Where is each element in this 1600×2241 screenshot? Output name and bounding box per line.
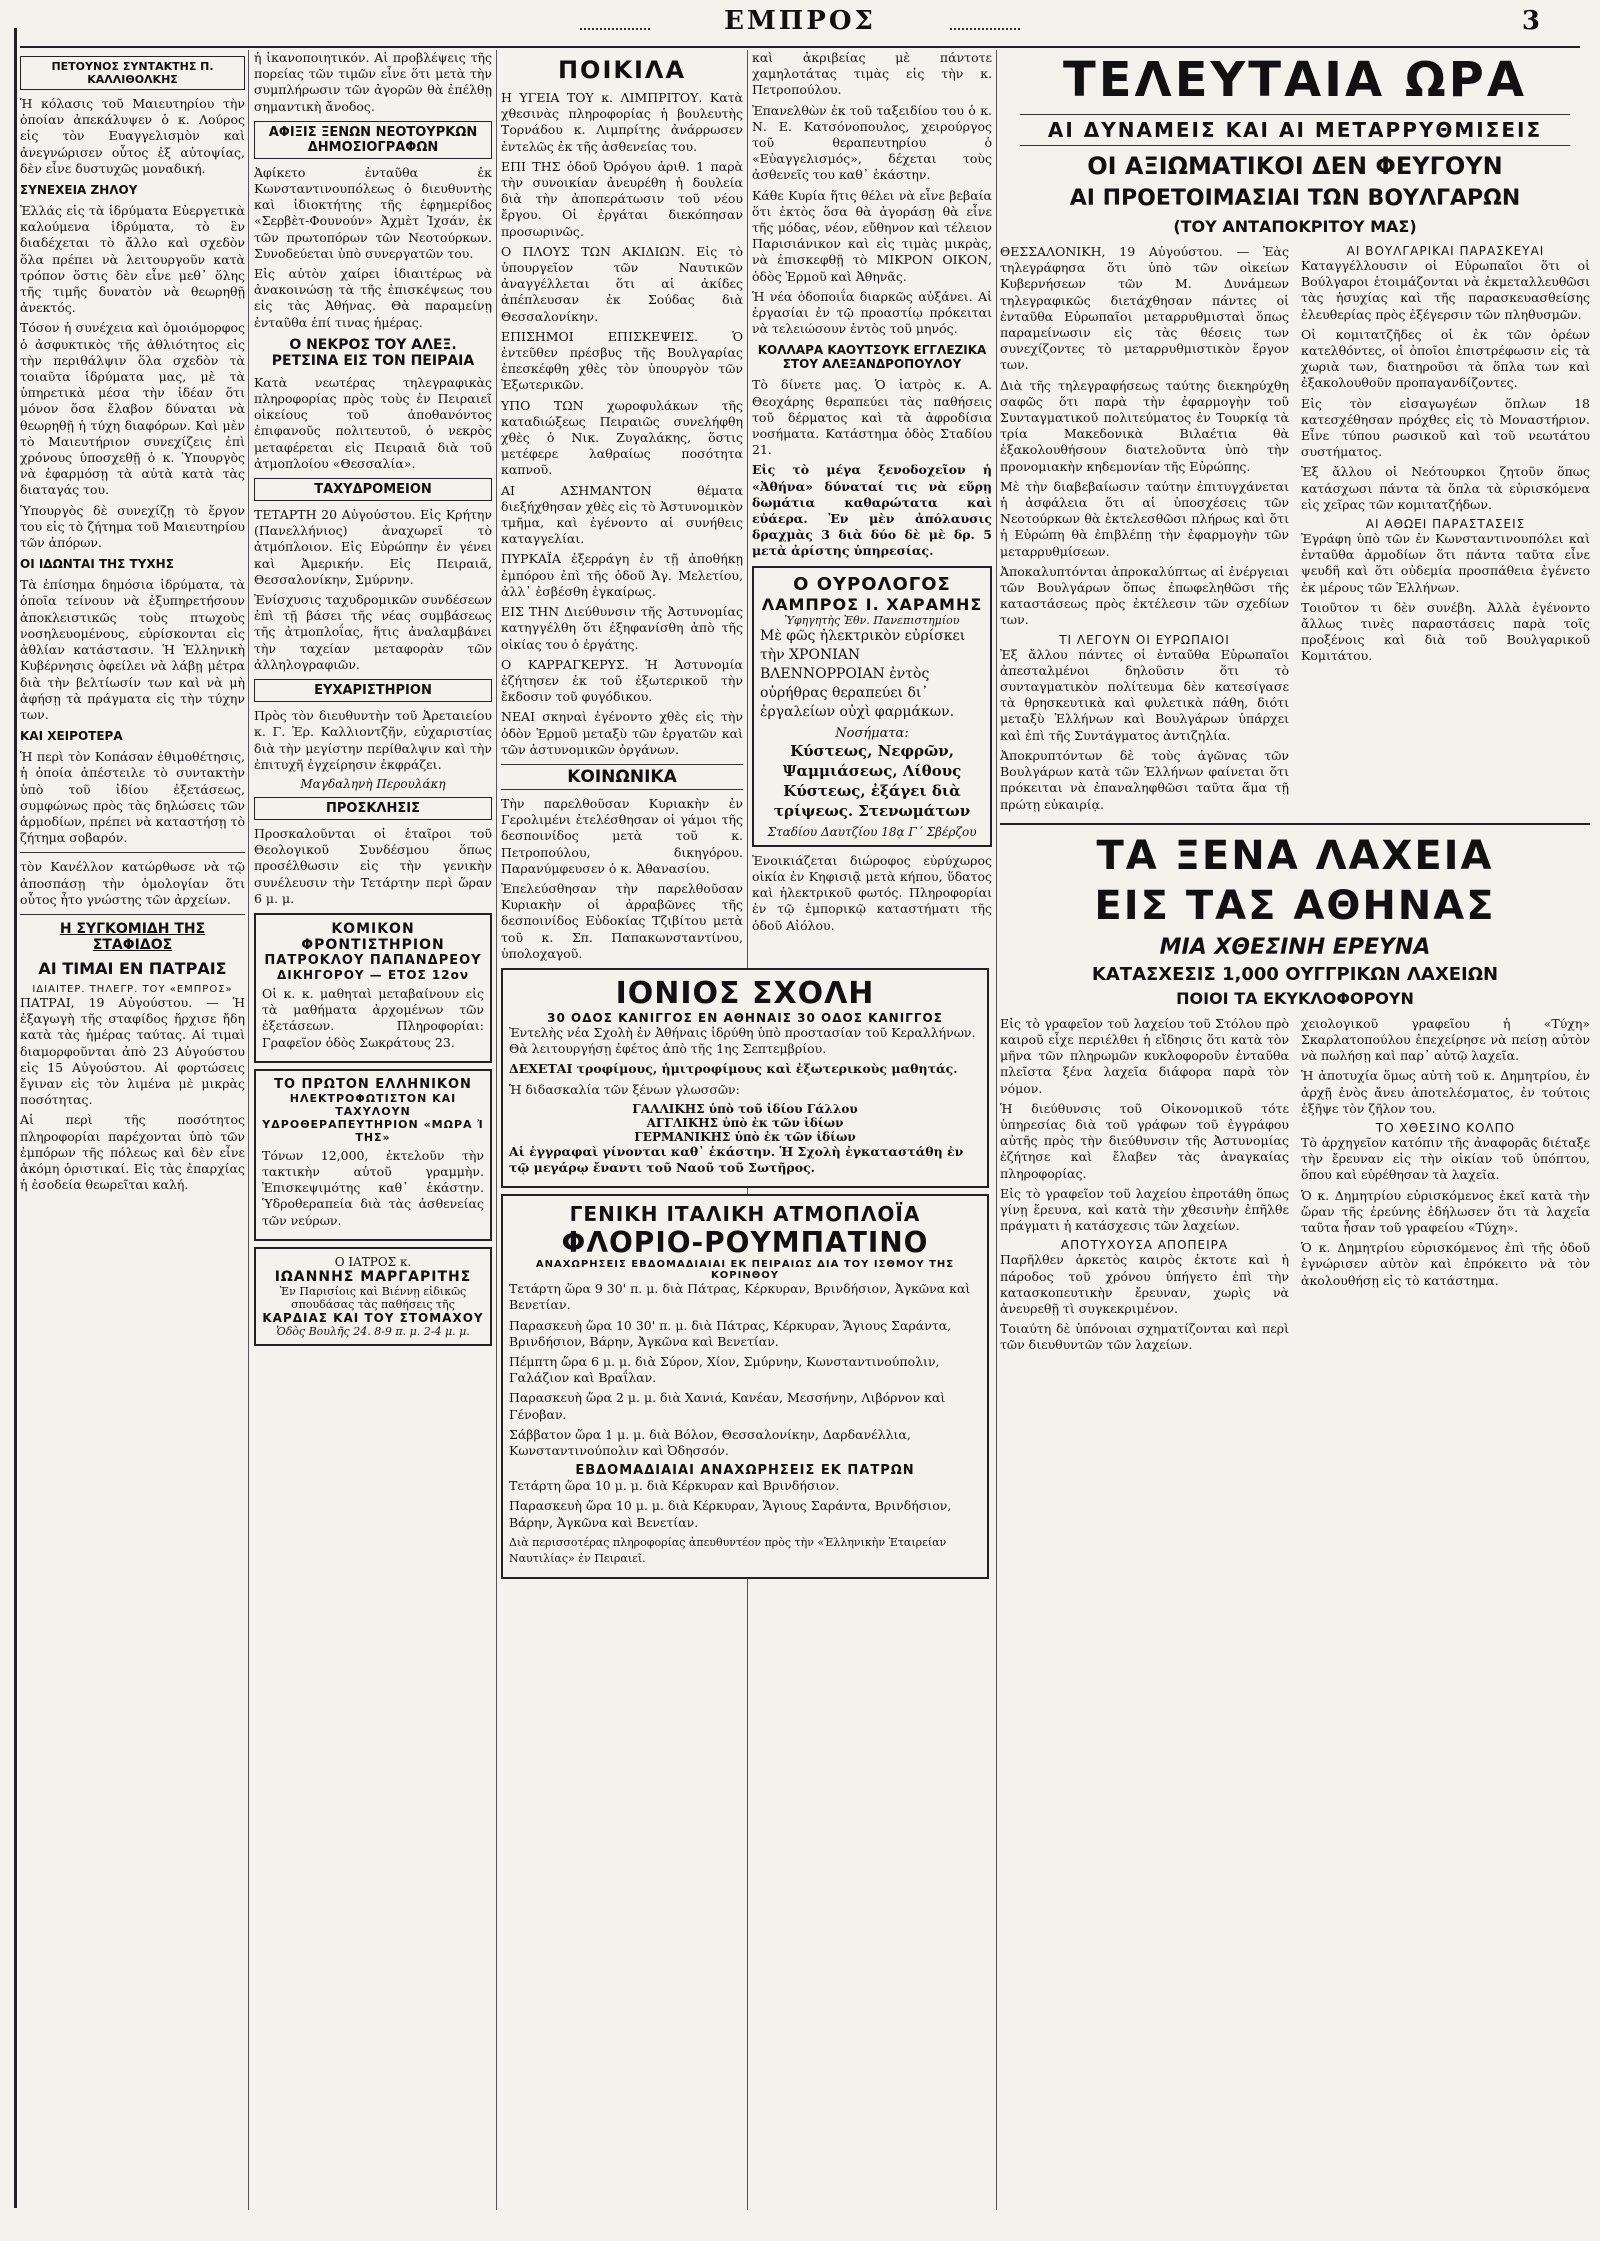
article-heading: Η ΣΥΓΚΟΜΙΔΗ ΤΗΣ ΣΤΑΦΙΔΟΣ [59,920,206,953]
column-2 [254,50,492,2210]
article-text: Ἐνίσχυσις ταχυδρομικῶν συνδέσεων ἐπὶ τῇ βάσει τῆς νέας συμβάσεως τῆς ἀτμοπλοΐας, ἥτις ἀναλαμβάνει τὴν ταχείαν μεταφορὰν τῶν ἀλληλογραφιῶν. [254,592,492,672]
article-text: Εἰς τὸν εἰσαγωγέων ὅπλων 18 κατεσχέθησαν πρόχθες εἰς τὸ Μοναστήριον. Εἶνε τύπου ρωσικοῦ καὶ τοῦ νεωτάτου συστήματος. [1301,395,1590,460]
article-deck: ΠΟΙΟΙ ΤΑ ΕΚΥΚΛΟΦΟΡΟΥΝ [1176,988,1414,1008]
ad-name: ΠΑΤΡΟΚΛΟΥ ΠΑΠΑΝΔΡΕΟΥ [264,952,482,968]
article-heading: ΑΦΙΞΙΣ ΞΕΝΩΝ ΝΕΟΤΟΥΡΚΩΝ ΔΗΜΟΣΙΟΓΡΑΦΩΝ [254,121,492,159]
advertisement [752,566,992,847]
subheading: ΑΙ ΑΘΩΕΙ ΠΑΡΑΣΤΑΣΕΙΣ [1365,517,1526,532]
article-text: Ἐγράφη ὑπὸ τῶν ἐν Κωνσταντινουπόλει καὶ ἐνταῦθα ἀρμοδίων ὅτι πάντα ταῦτα εἶνε ψευδῆ καὶ ὅτι οὐδεμία προσπάθεια ἐγένετο ἐκ μέρους τῶν Ἑλλήνων. [1301,531,1590,595]
ad-route: Πέμπτη ὥρα 6 μ. μ. διὰ Σύρον, Χίον, Σμύρνην, Κωνσταντινούπολιν, Γαλάζιον καὶ Βραΐλαν. [509,1353,940,1386]
ad-route: Τετάρτη ὥρα 9 30' π. μ. διὰ Πάτρας, Κέρκυραν, Βρινδήσιον, Ἀγκῶνα καὶ Βενετίαν. [509,1281,971,1313]
ad-route: Σάββατον ὥρα 1 μ. μ. διὰ Βόλον, Θεσσαλονίκην, Δαρδανέλλια, Κωνσταντινούπολιν καὶ Ὀδησσόν. [509,1426,911,1458]
article-text: Προσκαλοῦνται οἱ ἑταῖροι τοῦ Θεολογικοῦ Συνδέσμου ὅπως προσέλθωσιν εἰς τὴν γενικὴν συνέλευσιν τὴν Τετάρτην περὶ ὥραν 6 μ. μ. [254,825,492,906]
article-text: Ὁ κ. Δημητρίου εὐρισκόμενος ἐκεῖ κατὰ τὴν ὥραν τῆς ἐρεύνης ἐδήλωσεν ὅτι τὰ λαχεῖα ταῦτα ἦσαν τοῦ γραφείου «Τύχη». [1301,1187,1590,1235]
ad-text: Ἡ διδασκαλία τῶν ξένων γλωσσῶν: [509,1081,740,1097]
news-item: Ἐπελεύσθησαν τὴν παρελθοῦσαν Κυριακὴν οἱ ἀρραβῶνες τῆς δεσποινίδος Εὐδοκίας Τζιβίτου μετὰ τοῦ κ. Σπ. Παπακωνσταντίνου, ὑπολοχαγοῦ. [501,880,743,961]
article-deck: ΜΙΑ ΧΘΕΣΙΝΗ ΕΡΕΥΝΑ [1159,934,1431,960]
separator [20,852,245,853]
subheading: ΚΟΛΛΑΡΑ ΚΑΟΥΤΣΟΥΚ ΕΓΓΛΕΖΙΚΑ ΣΤΟΥ ΑΛΕΞΑΝΔΡΟΠΟΥΛΟΥ [757,343,987,372]
page-headline: ΤΕΛΕΥΤΑΙΑ ΩΡΑ [1063,52,1527,108]
column-divider [996,50,997,2210]
article-text: Παρῆλθεν ἀρκετὸς καιρὸς ἐκτοτε καὶ ἡ πάροδος τοῦ χρόνου ὑπήγετο ἐπὶ τὴν κατασκοπευτικὴν ἔρευναν, χωρὶς νὰ ἀνευρεθῇ τὶ συγκεκριμένον. [1000,1252,1289,1316]
signature: Μαγδαληνὴ Περουλάκη [300,776,446,791]
article-text: Κατὰ νεωτέρας τηλεγραφικὰς πληροφορίας πρὸς τοὺς ἐν Πειραιεῖ οἰκείους τοῦ ἀποθανόντος ἐπιφανοῦς πολιτευτοῦ, ὁ νεκρὸς μεταφέρεται εἰς Πειραιᾶ διὰ τοῦ ἀτμοπλοίου «Θεσσαλία». [254,374,492,471]
ad-company: ΦΛΟΡΙΟ-ΡΟΥΜΠΑΤΙΝΟ [561,1226,929,1260]
section-heading: ΠΟΙΚΙΛΑ [557,56,687,84]
subheading: ΚΑΙ ΧΕΙΡΟΤΕΡΑ [20,729,123,744]
news-item: ΝΕΑΙ σκηναὶ ἐγένοντο χθὲς εἰς τὴν ὁδὸν Ἑρμοῦ μεταξὺ τῶν ἐργατῶν καὶ τῶν ἀστυνομικῶν ὀργάνων. [501,709,743,757]
ad-title: Ο ΟΥΡΟΛΟΓΟΣ [793,573,951,595]
column-divider [496,50,497,2210]
article-text: τὸν Κανέλλον κατώρθωσε νὰ τῷ ἀποσπάσῃ τὴν ὁμολογίαν ὅτι οὗτος ἦτο γνώστης τῶν ἀρχείων. [20,859,245,907]
column-divider [248,50,249,2210]
ad-list-item: ΑΓΓΛΙΚΗΣ ὑπὸ ἐκ τῶν ἰδίων [646,1115,844,1130]
ad-title: Ο ΙΑΤΡΟΣ κ. [334,1254,412,1269]
news-item: Κάθε Κυρία ἥτις θέλει νὰ εἶνε βεβαία ὅτι ἐκτὸς ὅσα θὰ ἀγοράσῃ θὰ εἶνε τῆς μόδας, νέον, εὔθηνον καὶ τέλειον Παρισιάνικον καὶ εἰς τιμὰς μικρὰς, νὰ ἐπισκεφθῇ τὸ ΜΙΚΡΟΝ ΟΙΚΟΝ, ὁδὸς Ἑρμοῦ καὶ Ἀθηνᾶς. [752,187,992,284]
article-text: Οἱ κομιτατζῆδες οἱ ἐκ τῶν ὀρέων κατελθόντες, οἱ ὁποῖοι ἐπιστρέφωσιν εἰς τὰ χωριὰ των, διατηροῦσι τὰ ὅπλα των καὶ ἐξακολουθοῦν προπαγανδίζοντες. [1301,326,1590,391]
news-item: Ἐνοικιάζεται διώροφος εὐρύχωρος οἰκία ἐν Κηφισιᾷ μετὰ κήπου, ὕδατος καὶ ἠλεκτρικοῦ φωτός. Πληροφορίαι ἐν τῷ ἐμπορικῷ καταστήματι τῆς ὁδοῦ Αἰόλου. [752,852,992,933]
ad-subtitle: ΕΒΔΟΜΑΔΙΑΙΑΙ ΑΝΑΧΩΡΗΣΕΙΣ ΕΚ ΠΑΤΡΩΝ [575,1463,915,1479]
ad-name: ΛΑΜΠΡΟΣ Ι. ΧΑΡΑΜΗΣ [761,594,983,614]
ad-text: Διὰ περισσοτέρας πληροφορίας ἀπευθυντέον πρὸς τὴν «Ἑλληνικὴν Ἑταιρείαν Ναυτιλίας» ἐν Πειραιεῖ. [509,1535,947,1566]
article-text: Ἡ ἀποτυχία ὅμως αὐτὴ τοῦ κ. Δημητρίου, ἐν ἀρχῇ ἐνὸς ἄνευ ἀποτελέσματος, ἐν τούτοις ἐξῆψε τὸν ζῆλον του. [1301,1068,1590,1116]
ad-subtitle: 30 ΟΔΟΣ ΚΑΝΙΓΓΟΣ ΕΝ ΑΘΗΝΑΙΣ 30 ΟΔΟΣ ΚΑΝΙΓΓΟΣ [547,1010,943,1025]
section-heading: ΕΥΧΑΡΙΣΤΗΡΙΟΝ [254,679,492,702]
article-column [1000,1016,1289,1358]
article-text: ΤΕΤΑΡΤΗ 20 Αὐγούστου. Εἰς Κρήτην (Πανελλήνιος) ἀναχωρεῖ τὸ ἀτμόπλοιον. Εἰς Εὐρώπην ἐν γένει καὶ Ἀμερικήν. Εἰς Πειραιᾶ, Θεσσαλονίκην, Σμύρνην. [254,507,492,587]
article-text: Πρὸς τὸν διευθυντὴν τοῦ Ἀρεταιείου κ. Γ. Ἐρ. Καλλιοντζῆν, εὐχαριστίας διὰ τὴν μεγίστην περίθαλψιν καὶ τὴν ἐπιτυχῆ ἐγχείρησιν ἐκφράζει. [254,708,492,772]
article-text: χειολογικοῦ γραφεῖου ἡ «Τύχη» Σκαρλατοπούλου ἐπεχείρησε νὰ πείσῃ αὐτὸν νὰ πωλήσῃ καὶ παρ᾽ αὐτῷ λαχεῖα. [1301,1015,1590,1064]
article-text: Τόσον ἡ συνέχεια καὶ ὁμοιόμορφος ὁ ἀσφυκτικὸς τῆς ἀθλιότητος εἰς τὴν περιθάλψιν ὅλα σχεδὸν τὰ τοιαῦτα ἱδρύματα μας, μὲ τὰ ὑπηρετικὰ μέσα τὴν ἰδέαν ὅτι μόνον ὅσα ἔλαβον δύναται νὰ θεωρηθῇ ἡ τύχη διαφόρων. Καὶ μὲν τὸ Μαιευτήριον συνεχίζεις ἐπὶ χρόνους ὑποσχεθῇ ὁ κ. Ὑπουργὸς νὰ ἐφαρμόσῃ τὰ αὐτὰ κατὰ τὰς διαταγάς του. [20,320,245,498]
article-heading: Ο ΝΕΚΡΟΣ ΤΟΥ ΑΛΕΞ. ΡΕΤΣΙΝΑ ΕΙΣ ΤΟΝ ΠΕΙΡΑΙΑ [271,336,475,369]
ad-list-item: ΓΕΡΜΑΝΙΚΗΣ ὑπὸ ἐκ τῶν ἰδίων [634,1129,856,1144]
article-columns [1000,1016,1590,1358]
separator [20,914,245,915]
article-text: Μὲ τὴν διαβεβαίωσιν ταύτην ἐπιτυγχάνεται ἡ ἀσφάλεια ὅτι αἱ ὑποσχέσεις τῶν Νεοτούρκων θὰ ἐκτελεσθῶσι πλήρως καὶ ὅτι ἡ Εὐρώπη θὰ ἐπιβλέπῃ τὴν ἐφαρμογὴν τῶν μεταρρυθμίσεων. [1000,478,1289,559]
article-text: ΘΕΣΣΑΛΟΝΙΚΗ, 19 Αὐγούστου. — Ἐὰς τηλεγράφησα ὅτι ὑπὸ τῶν οἰκείων Κυβερνήσεων τῶν Μ. Δυνάμεων τηλεγραφικῶς διετάχθησαν πάντες οἱ ἐνταῦθα Εὐρωπαῖοι μεταρρυθμισταὶ ὅπως παραμείνωσιν εἰς τὰς θέσεις των συνεχίζοντες τὸ μεταρρυθμιστικὸν ἔργον των. [1000,244,1289,373]
news-item: καὶ ἀκριβείας μὲ πάντοτε χαμηλοτάτας τιμὰς εἰς τὴν κ. Πετροπούλου. [752,50,992,98]
article-heading: ΠΕΤΟΥΝΟΣ ΣΥΝΤΑΚΤΗΣ Π. ΚΑΛΛΙΘΟΛΚΗΣ [20,56,245,90]
article-text: Εἰς αὐτὸν χαίρει ἰδιαιτέρως νὰ ἀνακοινώσῃ τὰ τῆς ἐπισκέψεως του εἰς τὰς Ἀθήνας. Θὰ παραμείνῃ ἐνταῦθα ἐπί τινας ἡμέρας. [254,266,492,330]
ad-name: ΙΩΑΝΝΗΣ ΜΑΡΓΑΡΙΤΗΣ [274,1268,472,1285]
news-item: Ἐπανελθὼν ἐκ τοῦ ταξειδίου του ὁ κ. Ν. Ε. Κατσόνοπουλος, χειρούργος τοῦ θεραπευτηρίου ὁ «Εὐαγγελισμός», δέχεται τοὺς ἀσθενεῖς του καθ᾽ ἑκάστην. [752,102,992,183]
article-deck: ΟΙ ΑΞΙΩΜΑΤΙΚΟΙ ΔΕΝ ΦΕΥΓΟΥΝ [1087,152,1503,180]
article-text: Ὁ κ. Δημητρίου εὐρισκόμενος ἐπὶ τῆς ὁδοῦ ἐγνώρισεν αὐτὸν καὶ ἐπρόκειτο νὰ τὸν ἀκολουθήσῃ εἰς τὸ κατάστημα. [1301,1240,1590,1288]
subheading: ΤΙ ΛΕΓΟΥΝ ΟΙ ΕΥΡΩΠΑΙΟΙ [1059,632,1230,647]
news-item: Ο ΠΛΟΥΣ ΤΩΝ ΑΚΙΔΙΩΝ. Εἰς τὸ ὑπουργεῖον τῶν Ναυτικῶν ἀναγγέλλεται ὅτι αἱ ἀκίδες ἀπέπλευσαν ἐκ Σούδας διὰ Θεσσαλονίκην. [501,243,743,324]
article-deck: ΑΙ ΔΥΝΑΜΕΙΣ ΚΑΙ ΑΙ ΜΕΤΑΡΡΥΘΜΙΣΕΙΣ [1020,114,1570,146]
news-item: ΕΙΣ ΤΗΝ Διεύθυνσιν τῆς Ἀστυνομίας κατηγγέλθη ὅτι ἐξηφανίσθη ἀπὸ τῆς οἰκίας του ὁ ἐργάτης. [501,604,743,652]
article-text: Διὰ τῆς τηλεγραφήσεως ταύτης διεκηρύχθη σαφῶς ὅτι παρὰ τὴν ἐφαρμογὴν τοῦ Συνταγματικοῦ πολιτεύματος ἐν Τουρκίᾳ τὰ τρία Μακεδονικὰ Βιλαέτια θὰ ἐξακολουθήσουν διατελοῦντα ὑπὸ τὴν προνομιακὴν κηδεμονίαν τῆς Εὐρώπης. [1000,377,1289,474]
ad-list-item: ΓΑΛΛΙΚΗΣ ὑπὸ τοῦ ἰδίου Γάλλου [632,1101,858,1116]
ad-subtitle: Ὑφηγητὴς Ἐθν. Πανεπιστημίου [784,613,960,627]
article-text: Ἀποκρυπτόντων δὲ τοὺς ἀγῶνας τῶν Βουλγάρων κατὰ τῶν Ἑλλήνων φαίνεται ὅτι πρόκειται νὰ ἐπαναληφθῶσι ταῦτα ἅμα τῇ πρώτῃ εὐκαιρίᾳ. [1000,747,1289,812]
article-text: Τοιοῦτον τι δὲν συνέβη. Ἀλλὰ ἐγένοντο ἄλλως τινὲς παραστάσεις παρὰ τοῖς προξένοις καὶ διὰ τοῦ Βουλγαρικοῦ Κομιτάτου. [1301,599,1590,664]
subheading: ΟΙ ΙΔΩΝΤΑΙ ΤΗΣ ΤΥΧΗΣ [20,557,174,572]
advertisement [254,1069,492,1241]
ad-text: Οἱ κ. κ. μαθηταὶ μεταβαίνουν εἰς τὰ μαθήματα ἀρχομένων τῶν ἐξετάσεων. Πληροφορίαι: Γραφεῖον ὁδὸς Σωκράτους 23. [262,985,484,1050]
ad-subtitle: ΑΝΑΧΩΡΗΣΕΙΣ ΕΒΔΟΜΑΔΙΑΙΑΙ ΕΚ ΠΕΙΡΑΙΩΣ ΔΙΑ ΤΟΥ ΙΣΘΜΟΥ ΤΗΣ ΚΟΡΙΝΘΟΥ [535,1259,955,1282]
ad-subtitle: ΗΛΕΚΤΡΟΦΩΤΙΣΤΟΝ ΚΑΙ ΤΑΧΥΛΟΥΝ ΥΔΡΟΘΕΡΑΠΕΥΤΗΡΙΟΝ «ΜΩΡΑ Ἰ ΤΗΣ» [262,1091,484,1144]
article-text: Εἰς τὸ γραφεῖον τοῦ λαχείου τοῦ Στόλου πρὸ καιροῦ εἶχε περιέλθει ἡ εἴδησις ὅτι κατὰ τὸν μῆνα τῶν πληρωμῶν κυκλοφοροῦν ἐνταῦθα πλεῖστα ξένα λαχεῖα διάφορα παρὰ τὸν νόμον. [1000,1015,1289,1096]
news-item: ΕΠΙ ΤΗΣ ὁδοῦ Ὀρόγου ἀριθ. 1 παρὰ τὴν συνοικίαν ἀνευρέθη ἡ δουλεία διὰ τὴν ἀποπεράτωσιν τοῦ νέου ἔργου. Οἱ ἐργάται διεκόπησαν προσωρινῶς. [501,158,743,239]
article-text: Ἐξ ἄλλου πάντες οἱ ἐνταῦθα Εὐρωπαῖοι ἀπεσταλμένοι δηλοῦσιν ὅτι τὸ συνταγματικὸν πολίτευμα δὲν κατεσίγασε τὰ θρησκευτικὰ καὶ φυλετικὰ πάθη, διότι μεταξὺ Ἑλλήνων καὶ Βουλγάρων ὑπάρχει καὶ ἐπὶ τῆς Συντάγματος ἀντιζηλία. [1000,646,1289,743]
article-text: ΠΑΤΡΑΙ, 19 Αὐγούστου. — Ἡ ἐξαγωγὴ τῆς σταφίδος ἤρχισε ἤδη κατὰ τὰς ἡμέρας ταύτας. Αἱ τιμαὶ διαμορφοῦνται ἀπὸ 23 Αὐγούστου εἰς 15 Αὐγούστου. Αἱ φορτώσεις ἔγιναν εἰς τὸν λιμένα μὲ μικρὰς ποσότητας. [20,994,245,1108]
article-headline: ΕΙΣ ΤΑΣ ΑΘΗΝΑΣ [1094,882,1496,929]
subheading: ΑΙ ΒΟΥΛΓΑΡΙΚΑΙ ΠΑΡΑΣΚΕΥΑΙ [1346,244,1545,258]
advertisement [254,1247,492,1346]
ad-text: ΔΕΧΕΤΑΙ τροφίμους, ἡμιτροφίμους καὶ ἐξωτερικοὺς μαθητάς. [509,1061,958,1077]
subheading: ΣΥΝΕΧΕΙΑ ΖΗΛΟΥ [20,183,138,198]
article-deck: ΑΙ ΠΡΟΕΤΟΙΜΑΣΙΑΙ ΤΩΝ ΒΟΥΛΓΑΡΩΝ [1069,186,1521,211]
article-text: Ἐλλάς εἰς τὰ ἱδρύματα Εὐεργετικὰ καλούμενα ἱδρύματα, τὸ ἓν διαδέχεται τὸ ἄλλο καὶ σχεδὸν ὅλα πρέπει νὰ λειτουργοῦν κατὰ τρόπον ὅστις δὲν εἶνε μεθ᾽ ὅλης τῆς τιμῆς δυνατὸν νὰ θεωρηθῇ ἀνεκτός. [20,203,245,316]
ad-text: Ἐν Παρισίοις καὶ Βιέννῃ εἰδικῶς σπουδάσας τὰς παθήσεις τῆς [279,1284,467,1311]
article-text: Ἐξ ἄλλου οἱ Νεότουρκοι ζητοῦν ὅπως κατάσχωσι πάντα τὰ ὅπλα τὰ εὑρισκόμενα εἰς χεῖρας τῶν κομιτατζήδων. [1301,464,1590,512]
ad-route: Παρασκευὴ ὥρα 2 μ. μ. διὰ Χανιά, Κανέαν, Μεσσήνην, Λιβόρνον καὶ Γένοβαν. [509,1390,946,1422]
article-text: Ἀφίκετο ἐνταῦθα ἐκ Κωνσταντινουπόλεως ὁ διευθυντὴς καὶ ἰδιοκτήτης τῆς ἐφημερίδος «Σερβὲτ-Φουνούν» Ἀχμὲτ Ἰχσάν, ἐκ τῶν πρωτοπόρων τῶν Νεοτούρκων. Συνοδεύεται ὑπὸ συνεργατῶν του. [254,164,492,261]
ad-title: ΤΟ ΠΡΩΤΟΝ ΕΛΛΗΝΙΚΟΝ [274,1076,472,1092]
article-text: Τοιαύτη δὲ ὑπόνοιαι σχηματίζονται καὶ περὶ τῶν διευθυντῶν τῶν λαχείων. [1000,1321,1289,1353]
article-columns [1000,244,1590,817]
news-item: Εἰς τὸ μέγα ξενοδοχεῖον ἡ «Ἀθήνα» δύναταί τις νὰ εὕρῃ δωμάτια καθαρώτατα καὶ εὐάερα. Ἐν μὲν ἀπόλαυσις δραχμὰς 3 διὰ δύο δὲ μὲ δρ. 5 μετὰ ἀρίστης ὑπηρεσίας. [752,462,992,559]
article-deck: ΚΑΤΑΣΧΕΣΙΣ 1,000 ΟΥΓΓΡΙΚΩΝ ΛΑΧΕΙΩΝ [1091,963,1499,985]
article-byline: ΙΔΙΑΙΤΕΡ. ΤΗΛΕΓΡ. ΤΟΥ «ΕΜΠΡΟΣ» [32,983,233,995]
masthead-title: ΕΜΠΡΟΣ [640,6,960,40]
top-rule [20,46,1580,48]
news-item: Ἡ νέα ὁδοποιΐα διαρκῶς αὐξάνει. Αἱ ἐργασίαι ἐν τῷ προαστίῳ πρόκειται νὰ τελειώσουν ἐντὸς τοῦ μηνός. [752,288,992,337]
article-column [1000,244,1289,817]
subheading: ΑΠΟΤΥΧΟΥΣΑ ΑΠΟΠΕΙΡΑ [1060,1238,1229,1253]
article-column [1301,1016,1590,1358]
article-text: ἡ ἱκανοποιητικόν. Αἱ προβλέψεις τῆς πορείας τῶν τιμῶν εἶνε ὅτι μετὰ τὴν συμπλήρωσιν τῶν ἀγορῶν θὰ ἐπέλθῃ σημαντικὴ ἄνοδος. [254,50,492,114]
advertisement [501,1194,989,1579]
column-1 [20,50,245,2210]
ad-text: Αἱ ἐγγραφαὶ γίνονται καθ᾽ ἑκάστην. Ἡ Σχολὴ ἐγκαταστάθη ἐν τῷ μεγάρῳ ἔναντι τοῦ Ναοῦ τοῦ Σωτῆρος. [509,1143,964,1175]
advertisement [254,913,492,1063]
left-margin-rule [14,28,17,2208]
article-text: Ἀποκαλυπτόνται ἀπροκαλύπτως αἱ ἐνέργειαι τῶν Βουλγάρων ὅπως ἐπωφεληθῶσι τῆς καταστάσεως πρὸς ἐκτέλεσιν τῶν σχεδίων των. [1000,563,1289,628]
news-item: ΥΠΟ ΤΩΝ χωροφυλάκων τῆς καταδιώξεως Πειραιῶς συνελήφθη χθὲς ὁ Νικ. Ζυγαλάκης, ὅστις μετέφερε λαθραίως ποσότητα καπνοῦ. [501,397,743,478]
article-text: Αἱ περὶ τῆς ποσότητος πληροφορίαι παρέχονται ὑπὸ τῶν ἐμπόρων τῆς πόλεως καὶ δὲν εἶνε ἀκόμη ὁριστικαί. Εἰς τὰς ἐπαρχίας ἡ ἐσοδεία θεωρεῖται καλή. [20,1112,245,1193]
section-heading: ΤΑΧΥΔΡΟΜΕΙΟΝ [254,478,492,501]
article-text: Καταγγέλλουσιν οἱ Εὐρωπαῖοι ὅτι οἱ Βούλγαροι ἑτοιμάζονται νὰ ἐκμεταλλευθῶσι τὰς ἡσυχίας καὶ τῆς παρασκευασθείσης ἐλευθερίας πρὸς ἐξέγερσιν τῶν πληθυσμῶν. [1301,258,1590,322]
article-heading: ΑΙ ΤΙΜΑΙ ΕΝ ΠΑΤΡΑΙΣ [38,958,227,978]
ad-route: Τετάρτη ὥρα 10 μ. μ. διὰ Κέρκυραν καὶ Βρινδήσιον. [509,1478,840,1494]
ad-address: Σταδίου Δαυτζίου 18ᾳ Γ΄ Σβέρζου [767,824,977,839]
ad-text: Μὲ φῶς ἠλεκτρικὸν εὐρίσκει τὴν ΧΡΟΝΙΑΝ ΒΛΕΝΝΟΡΡΟΙΑΝ ἐντὸς οὐρήθρας θεραπεύει δι᾽ ἐργαλείων οὐχὶ φαρμάκων. [760,627,966,720]
article-text: Εἰς τὸ γραφεῖον τοῦ λαχείου ἐπροτάθη ὅπως γίνῃ ἔρευνα, καὶ κατὰ τὴν χθεσινὴν ἐπῆλθε πράγματι ἡ κατάσχεσις τῶν λαχείων. [1000,1185,1289,1234]
ad-title: ΙΟΝΙΟΣ ΣΧΟΛΗ [615,975,875,1011]
ad-route: Παρασκευὴ ὥρα 10 30' π. μ. διὰ Πάτρας, Κέρκυραν, Ἅγιους Σαράντα, Βρινδήσιον, Βάρην, Ἀγκῶνα καὶ Βενετίαν. [509,1317,952,1349]
ad-route: Παρασκευὴ ὥρα 10 μ. μ. διὰ Κέρκυραν, Ἅγιους Σαράντα, Βρινδήσιον, Βάρην, Ἀγκῶνα καὶ Βενετίαν. [509,1498,952,1530]
subheading: ΤΟ ΧΘΕΣΙΝΟ ΚΟΛΠΟ [1375,1120,1516,1135]
article-text: Ἡ περὶ τὸν Κοπάσαν ἐθιμοθέτησις, ἡ ὁποία ἀπέστειλε τὸ συντακτὴν ὑπὸ τοῦ ἰδίου ἐξετάσεως, συμφώνως πρὸς τὰς δηλώσεις τῶν ἁρμοδίων, πρέπει νὰ καταστήσῃ τὸ ζήτημα σοβαρόν. [20,749,245,846]
news-item: ΕΠΙΣΗΜΟΙ ΕΠΙΣΚΕΨΕΙΣ. Ὁ ἐντεῦθεν πρέσβυς τῆς Βουλγαρίας ἐπεσκέφθη χθὲς τὸν ὑπουργὸν τῶν Ἐξωτερικῶν. [501,328,743,393]
page-number: 3 [1521,6,1540,36]
ad-text: Ἐντελὴς νέα Σχολὴ ἐν Ἀθήναις ἱδρύθη ὑπὸ προστασίαν τοῦ Κεραλλήνων. Θὰ λειτουργήσῃ ἐφέτος ἀπὸ τῆς 1ης Σεπτεμβρίου. [509,1024,976,1057]
separator [1000,823,1590,825]
news-item: Η ΥΓΕΙΑ ΤΟΥ κ. ΛΙΜΠΡΙΤΟΥ. Κατὰ χθεσινὰς πληροφορίας ἡ βουλευτὴς Τορνάδου κ. Λιμπρίτης ἀνάρρωσεν ἐντελῶς ἐκ τῆς ἀσθενείας του. [501,90,743,154]
ad-text: Κύστεως, Νεφρῶν, Ψαμμιάσεως, Λίθους Κύστεως, ἐξάγει διὰ τρίψεως. Στενωμάτων [773,741,971,820]
article-text: Ὑπουργὸς δὲ συνεχίζῃ τὸ ἔργον του εἰς τὸ ζήτημα τοῦ Μαιευτηρίου τῶν ἀπόρων. [20,502,245,551]
news-item: Τὸ δίνετε μας. Ὁ ἰατρὸς κ. Α. Θεοχάρης θεραπεύει τὰς παθήσεις τοῦ δέρματος καὶ τὰ ἀφροδίσια νοσήματα. Κατάστημα ὁδὸς Σταδίου 21. [752,377,992,458]
section-heading: ΠΡΟΣΚΛΗΣΙΣ [254,797,492,820]
ad-subtitle: ΚΑΡΔΙΑΣ ΚΑΙ ΤΟΥ ΣΤΟΜΑΧΟΥ [262,1310,484,1325]
advertisement [501,968,989,1188]
ad-subtitle: ΔΙΚΗΓΟΡΟΥ — ΕΤΟΣ 12ον [276,967,470,982]
news-item: Τὴν παρελθοῦσαν Κυριακὴν ἐν Γερολιμένι ἐτελέσθησαν οἱ γάμοι τῆς δεσποινίδος μετὰ τοῦ κ. Πετροπούλου, δικηγόρου. Παρανύμφευσεν ὁ κ. Ἀθανασίου. [501,795,743,876]
ad-text: Τόνων 12,000, ἐκτελοῦν τὴν τακτικὴν αὐτοῦ γραμμὴν. Ἐπισκεψιμότης καθ᾽ ἑκάστην. Ὑδροθεραπεία διὰ τὰς ἀσθενείας τῶν νεύρων. [262,1147,484,1228]
news-item: ΠΥΡΚΑΪΑ ἐξερράγη ἐν τῇ ἀποθήκῃ ἐμπόρου ἐπὶ τῆς ὁδοῦ Ἀγ. Μελετίου, ἀλλ᾽ ἐσβέσθη ἐγκαίρως. [501,551,743,599]
section-heading: ΚΟΙΝΩΝΙΚΑ [501,764,743,790]
ad-title: ΚΟΜΙΚΟΝ ΦΡΟΝΤΙΣΤΗΡΙΟΝ [301,920,445,953]
article-text: Ἡ κόλασις τοῦ Μαιευτηρίου τὴν ὁποίαν ἀπεκάλυψεν ὁ κ. Λούρος εἰς τὸν Ευαγγελισμὸν καὶ ἀνεγνώρισεν οὗτος ἐξ αὐτοψίας, δὲν εἶνε δυστυχῶς μοναδική. [20,96,245,176]
article-column [1301,244,1590,817]
ad-text: Νοσήματα: [835,725,909,741]
article-text: Τὸ ἀρχηγεῖον κατόπιν τῆς ἀναφορᾶς διέταξε τὴν ἔρευναν εἰς τὴν οἰκίαν τοῦ ὑπόπτου, ὅπου καὶ εὑρέθησαν τὰ λαχεῖα. [1301,1134,1590,1183]
article-text: Ἡ διεύθυνσις τοῦ Οἰκονομικοῦ τότε ὑπηρεσίας διὰ τοῦ γράφων τοῦ ἐγγράφου αὐτῆς πρὸς τὴν διεύθυνσιν τῆς Ἀστυνομίας ἐζήτησε καὶ ἔλαβεν τὰς ἀναγκαίας πληροφορίας. [1000,1100,1289,1181]
ad-address: Ὁδὸς Βουλῆς 24. 8-9 π. μ. 2-4 μ. μ. [276,1324,470,1338]
news-item: ΑΙ ΑΣΗΜΑΝΤΟΝ θέματα διεξήχθησαν χθὲς εἰς τὸ Ἀστυνομικὸν τμῆμα, καὶ ἐγένοντο αἱ συνήθεις καταγγελίαι. [501,482,743,547]
news-item: Ο ΚΑΡΡΑΓΚΕΡΥΣ. Ἡ Ἀστυνομία ἐζήτησεν ἐκ τοῦ ἐξωτερικοῦ τὴν ἔκδοσιν τοῦ φυγόδικου. [501,656,743,705]
column-5 [1000,50,1590,2210]
ad-title: ΓΕΝΙΚΗ ΙΤΑΛΙΚΗ ΑΤΜΟΠΛΟΪΑ [569,1202,921,1227]
article-text: Τὰ ἐπίσημα δημόσια ἱδρύματα, τὰ ὁποῖα τείνουν νὰ ἐξυπηρετήσουν ἀποκλειστικῶς τοὺς πτωχοὺς νοσηλευομένους, εὑρίσκονται εἰς ἀθλίαν κατάστασιν. Ἡ Ἑλληνικὴ Κυβέρνησις ὀφείλει νὰ λάβῃ μέτρα διὰ τὴν βελτίωσίν των καὶ νὰ μὴ ἀφήσῃ τὰ πράγματα εἰς τὴν τύχην των. [20,577,245,722]
article-byline: (ΤΟΥ ΑΝΤΑΠΟΚΡΙΤΟΥ ΜΑΣ) [1173,217,1417,236]
article-headline: ΤΑ ΞΕΝΑ ΛΑΧΕΙΑ [1096,832,1494,879]
